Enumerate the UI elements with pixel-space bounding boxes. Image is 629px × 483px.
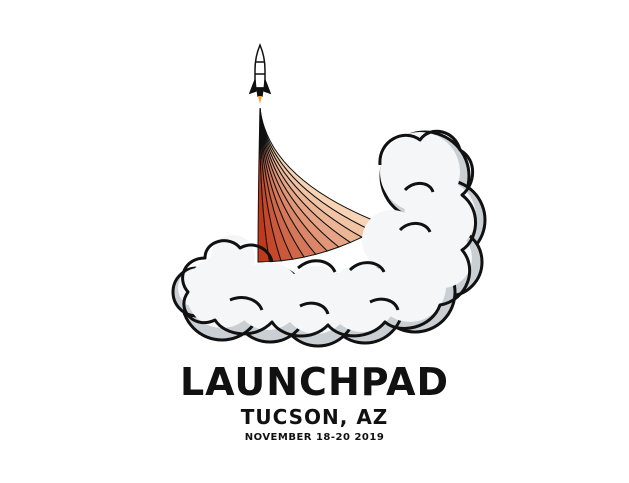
rocket-icon [250, 45, 270, 104]
event-name: LAUNCHPAD [179, 360, 450, 404]
event-location: TUCSON, AZ [240, 405, 389, 429]
event-dates: NOVEMBER 18-20 2019 [244, 432, 385, 443]
